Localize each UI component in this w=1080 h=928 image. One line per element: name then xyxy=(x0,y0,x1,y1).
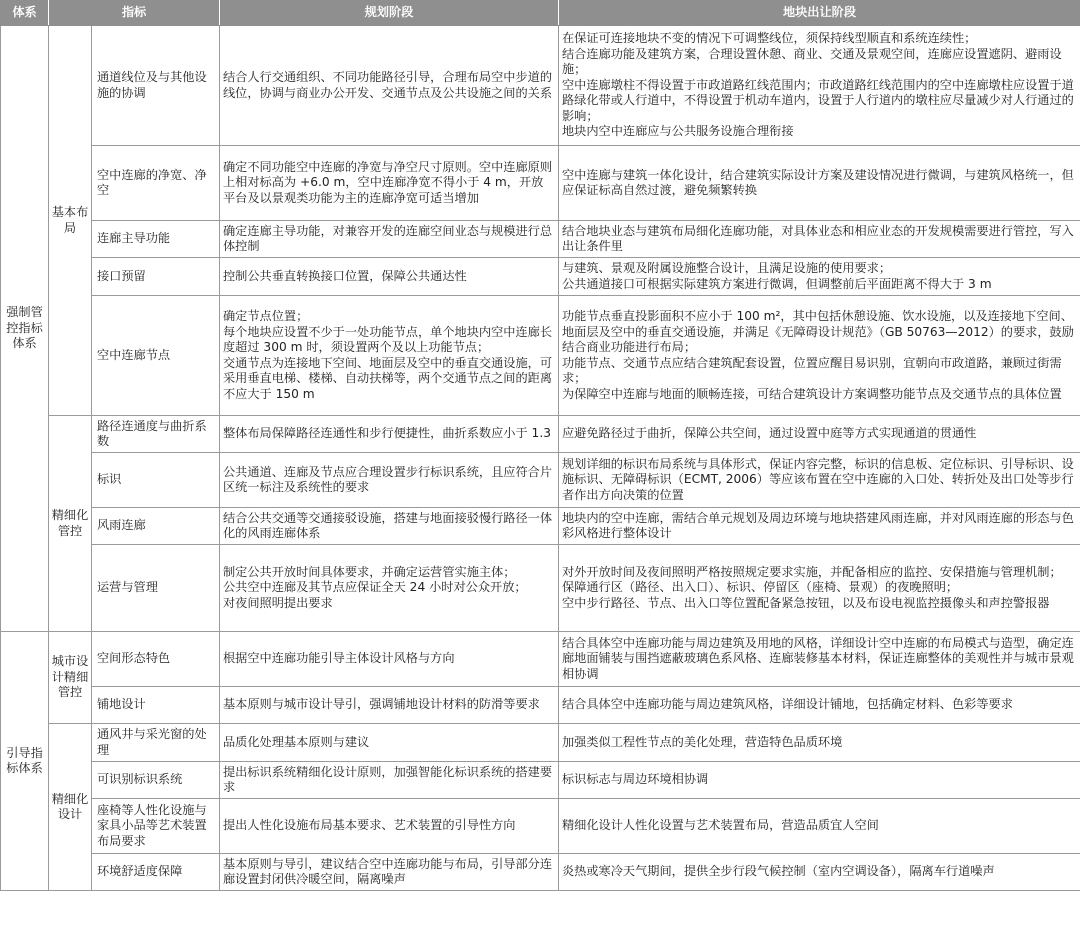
planning-line: 确定节点位置； xyxy=(223,309,309,323)
transfer-cell xyxy=(559,508,1080,545)
transfer-cell xyxy=(559,632,1080,687)
transfer-line: 结合具体空中连廊功能与周边建筑风格，详细设计铺地，包括确定材料、色彩等要求 xyxy=(562,697,1013,712)
planning-line: 交通节点为连接地下空间、地面层及空中的垂直交通设施，可采用垂直电梯、楼梯、自动扶梯等，两个交通节点之间的距离不应大于 150 m xyxy=(223,355,553,401)
planning-line: 每个地块应设置不少于一处功能节点，单个地块内空中连廊长度超过 300 m 时，须设置两个及以上功能节点； xyxy=(223,324,553,354)
transfer-line: 保障通行区（路径、出入口）、标识、停留区（座椅、景观）的夜晚照明； xyxy=(562,580,959,595)
transfer-line: 精细化设计人性化设置与艺术装置布局，营造品质宜人空间 xyxy=(562,818,879,833)
indicator-cell: 空中连廊的净宽、净空 xyxy=(92,146,220,221)
transfer-line: 为保障空中连廊与地面的顺畅连接，可结合建筑设计方案调整功能节点及交通节点的具体位置 xyxy=(562,386,1062,401)
planning-cell: 结合人行交通组织、不同功能路径引导，合理布局空中步道的线位，协调与商业办公开发、交通节点及公共设施之间的关系 xyxy=(220,26,559,146)
transfer-line: 结合连廊功能及建筑方案，合理设置休憩、商业、交通及景观空间，连廊应设置遮阴、避雨设施； xyxy=(562,46,1062,77)
transfer-line: 空中步行路径、节点、出入口等位置配备紧急按钮，以及布设电视监控摄像头和声控警报器 xyxy=(562,595,1050,610)
table-row xyxy=(1,724,1080,762)
header-planning: 规划阶段 xyxy=(220,1,559,26)
planning-cell: 公共通道、连廊及节点应合理设置步行标识系统，且应符合片区统一标注及系统性的要求 xyxy=(220,453,559,508)
transfer-line: 地块内的空中连廊，需结合单元规划及周边环境与地块搭建风雨连廊，并对风雨连廊的形态与色彩风格进行整体设计 xyxy=(562,510,1074,540)
transfer-cell xyxy=(559,221,1080,258)
planning-cell: 结合公共交通等交通接驳设施，搭建与地面接驳慢行路径一体化的风雨连廊体系 xyxy=(220,508,559,545)
table-row xyxy=(1,632,1080,687)
planning-cell: 确定连廊主导功能，对兼容开发的连廊空间业态与规模进行总体控制 xyxy=(220,221,559,258)
planning-cell: 品质化处理基本原则与建议 xyxy=(220,724,559,762)
indicator-cell: 风雨连廊 xyxy=(92,508,220,545)
indicator-cell: 接口预留 xyxy=(92,258,220,296)
indicator-cell: 通风井与采光窗的处理 xyxy=(92,724,220,762)
planning-cell: 基本原则与导引，建议结合空中连廊功能与布局，引导部分连廊设置封闭供冷暖空间，隔离噪声 xyxy=(220,854,559,891)
transfer-line: 空中连廊与建筑一体化设计，结合建筑实际设计方案及建设情况进行微调，与建筑风格统一，但应保证标高自然过渡，避免频繁转换 xyxy=(562,167,1074,197)
transfer-line: 与建筑、景观及附属设施整合设计，且满足设施的使用要求； xyxy=(562,261,892,275)
header-transfer: 地块出让阶段 xyxy=(559,1,1080,26)
indicator-cell: 空间形态特色 xyxy=(92,632,220,687)
planning-cell: 整体布局保障路径连通性和步行便捷性，曲折系数应小于 1.3 xyxy=(220,416,559,453)
transfer-cell xyxy=(559,453,1080,508)
planning-cell xyxy=(220,545,559,632)
transfer-line: 地块内空中连廊应与公共服务设施合理衔接 xyxy=(562,124,794,139)
planning-line: 公共空中连廊及其节点应保证全天 24 小时对公众开放； xyxy=(223,580,527,595)
indicator-cell: 铺地设计 xyxy=(92,687,220,724)
planning-line: 制定公共开放时间具体要求，并确定运营管实施主体； xyxy=(223,564,516,579)
indicator-cell: 空中连廊节点 xyxy=(92,296,220,416)
transfer-cell xyxy=(559,762,1080,799)
table-row xyxy=(1,416,1080,453)
transfer-line: 在保证可连接地块不变的情况下可调整线位，须保持线型顺直和系统连续性； xyxy=(562,31,977,46)
table-row xyxy=(1,221,1080,258)
indicator-cell: 通道线位及与其他设施的协调 xyxy=(92,26,220,146)
transfer-line: 功能节点垂直投影面积不应小于 100 m²，其中包括休憩设施、饮水设施，以及连接地下空间、地面层及空中的垂直交通设施，并满足《无障碍设计规范》（GB 50763—2012）的要求，鼓励结合商业功能进行布局； xyxy=(562,309,1074,354)
transfer-line: 公共通道接口可根据实际建筑方案进行微调，但调整前后平面距离不得大于 3 m xyxy=(562,276,992,291)
transfer-cell xyxy=(559,724,1080,762)
transfer-cell xyxy=(559,258,1080,296)
transfer-line: 应避免路径过于曲折，保障公共空间，通过设置中庭等方式实现通道的贯通性 xyxy=(562,426,977,441)
planning-cell: 提出标识系统精细化设计原则，加强智能化标识系统的搭建要求 xyxy=(220,762,559,799)
group-fine-control: 精细化管控 xyxy=(49,416,92,632)
indicator-cell: 可识别标识系统 xyxy=(92,762,220,799)
table-row xyxy=(1,508,1080,545)
table-row xyxy=(1,854,1080,891)
transfer-line: 结合地块业态与建筑布局细化连廊功能，对具体业态和相应业态的开发规模需要进行管控，写入出让条件里 xyxy=(562,223,1074,253)
group-urban-design: 城市设计精细管控 xyxy=(49,632,92,724)
indicator-cell: 连廊主导功能 xyxy=(92,221,220,258)
transfer-line: 加强类似工程性节点的美化处理，营造特色品质环境 xyxy=(562,734,843,749)
table-row xyxy=(1,545,1080,632)
planning-cell: 根据空中连廊功能引导主体设计风格与方向 xyxy=(220,632,559,687)
planning-line: 对夜间照明提出要求 xyxy=(223,595,333,610)
planning-cell: 提出人性化设施布局基本要求、艺术装置的引导性方向 xyxy=(220,799,559,854)
group-basic-layout: 基本布局 xyxy=(49,26,92,416)
group-refined-design: 精细化设计 xyxy=(49,724,92,891)
transfer-cell xyxy=(559,687,1080,724)
indicator-cell: 标识 xyxy=(92,453,220,508)
table-row xyxy=(1,258,1080,296)
transfer-line: 炎热或寒冷天气期间，提供全步行段气候控制（室内空调设备），隔离车行道噪声 xyxy=(562,864,995,879)
table-row xyxy=(1,762,1080,799)
system-guiding: 引导指标体系 xyxy=(1,632,49,891)
table-row xyxy=(1,687,1080,724)
table-row xyxy=(1,26,1080,146)
table-row xyxy=(1,146,1080,221)
header-system: 体系 xyxy=(1,1,49,26)
planning-cell: 控制公共垂直转换接口位置，保障公共通达性 xyxy=(220,258,559,296)
transfer-cell xyxy=(559,854,1080,891)
indicator-cell: 运营与管理 xyxy=(92,545,220,632)
indicator-cell: 环境舒适度保障 xyxy=(92,854,220,891)
table-header-row xyxy=(1,1,1080,26)
table-row xyxy=(1,453,1080,508)
transfer-line: 标识标志与周边环境相协调 xyxy=(562,772,709,787)
transfer-cell xyxy=(559,545,1080,632)
transfer-cell xyxy=(559,26,1080,146)
transfer-line: 功能节点、交通节点应结合建筑配套设置，位置应醒目易识别，宜朝向市政道路，兼顾过街需求； xyxy=(562,355,1062,385)
transfer-cell xyxy=(559,799,1080,854)
transfer-cell xyxy=(559,146,1080,221)
table-row xyxy=(1,296,1080,416)
planning-cell: 确定不同功能空中连廊的净宽与净空尺寸原则。空中连廊原则上相对标高为 +6.0 m，空中连廊净宽不得小于 4 m，开放平台及以景观类功能为主的连廊净宽可适当增加 xyxy=(220,146,559,221)
planning-cell xyxy=(220,296,559,416)
transfer-cell xyxy=(559,416,1080,453)
indicator-cell: 路径连通度与曲折系数 xyxy=(92,416,220,453)
transfer-line: 空中连廊墩柱不得设置于市政道路红线范围内；市政道路红线范围内的空中连廊墩柱应设置于道路绿化带或人行道中，不得设置于机动车道内，设置于人行道内的墩柱应尽量减少对人行通过的影响； xyxy=(562,77,1074,123)
transfer-line: 规划详细的标识布局系统与具体形式，保证内容完整，标识的信息板、定位标识、引导标识、设施标识、无障碍标识（ECMT, 2006）等应该布置在空中连廊的入口处、转折处及出口处等步行者作出方向决策的位置 xyxy=(562,456,1074,502)
indicator-cell: 座椅等人性化设施与家具小品等艺术装置布局要求 xyxy=(92,799,220,854)
planning-cell: 基本原则与城市设计导引，强调铺地设计材料的防滑等要求 xyxy=(220,687,559,724)
system-mandatory: 强制管控指标体系 xyxy=(1,26,49,632)
table-row xyxy=(1,799,1080,854)
transfer-cell xyxy=(559,296,1080,416)
transfer-line: 对外开放时间及夜间照明严格按照规定要求实施，并配备相应的监控、安保措施与管理机制； xyxy=(562,564,1062,579)
header-indicator: 指标 xyxy=(49,1,220,26)
transfer-line: 结合具体空中连廊功能与周边建筑及用地的风格，详细设计空中连廊的布局模式与造型，确定连廊地面铺装与围挡遮蔽玻璃色系风格、连廊装修基本材料，保证连廊整体的美观性并与城市景观相协调 xyxy=(562,635,1074,681)
